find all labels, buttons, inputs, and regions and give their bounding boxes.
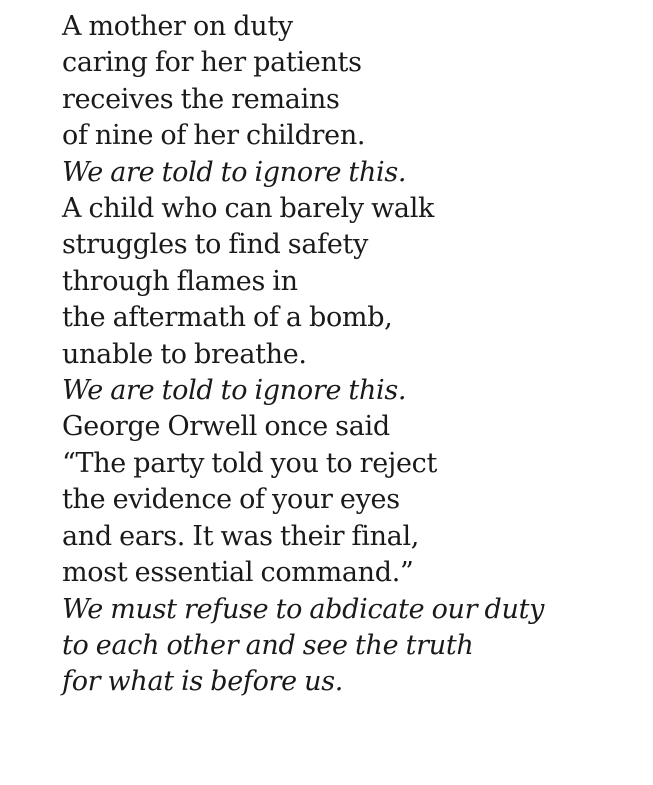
poem-line: receives the remains	[62, 83, 340, 115]
poem-line: to each other and see the truth	[62, 629, 474, 661]
poem-line: of nine of her children.	[62, 120, 366, 152]
poem-line: George Orwell once said	[62, 411, 390, 443]
poem-line: unable to breathe.	[62, 338, 307, 370]
poem-line: We are told to ignore this.	[62, 156, 407, 188]
poem-line: and ears. It was their final,	[62, 520, 420, 552]
poem-line: for what is before us.	[62, 666, 344, 698]
poem-line: through flames in	[62, 265, 298, 297]
poem-line: the aftermath of a bomb,	[62, 302, 393, 334]
poem-line: most essential command.”	[62, 557, 414, 589]
poem-line: “The party told you to reject	[62, 447, 438, 479]
poem-line: We are told to ignore this.	[62, 375, 407, 407]
poem-line: A mother on duty	[62, 11, 293, 42]
poem-line: A child who can barely walk	[62, 193, 435, 225]
poem-line: We must refuse to abdicate our duty	[62, 593, 545, 625]
poem-line: the evidence of your eyes	[62, 484, 400, 516]
poem-line: caring for her patients	[62, 47, 362, 79]
poem-line: struggles to find safety	[62, 229, 369, 261]
poem-text	[62, 9, 544, 701]
